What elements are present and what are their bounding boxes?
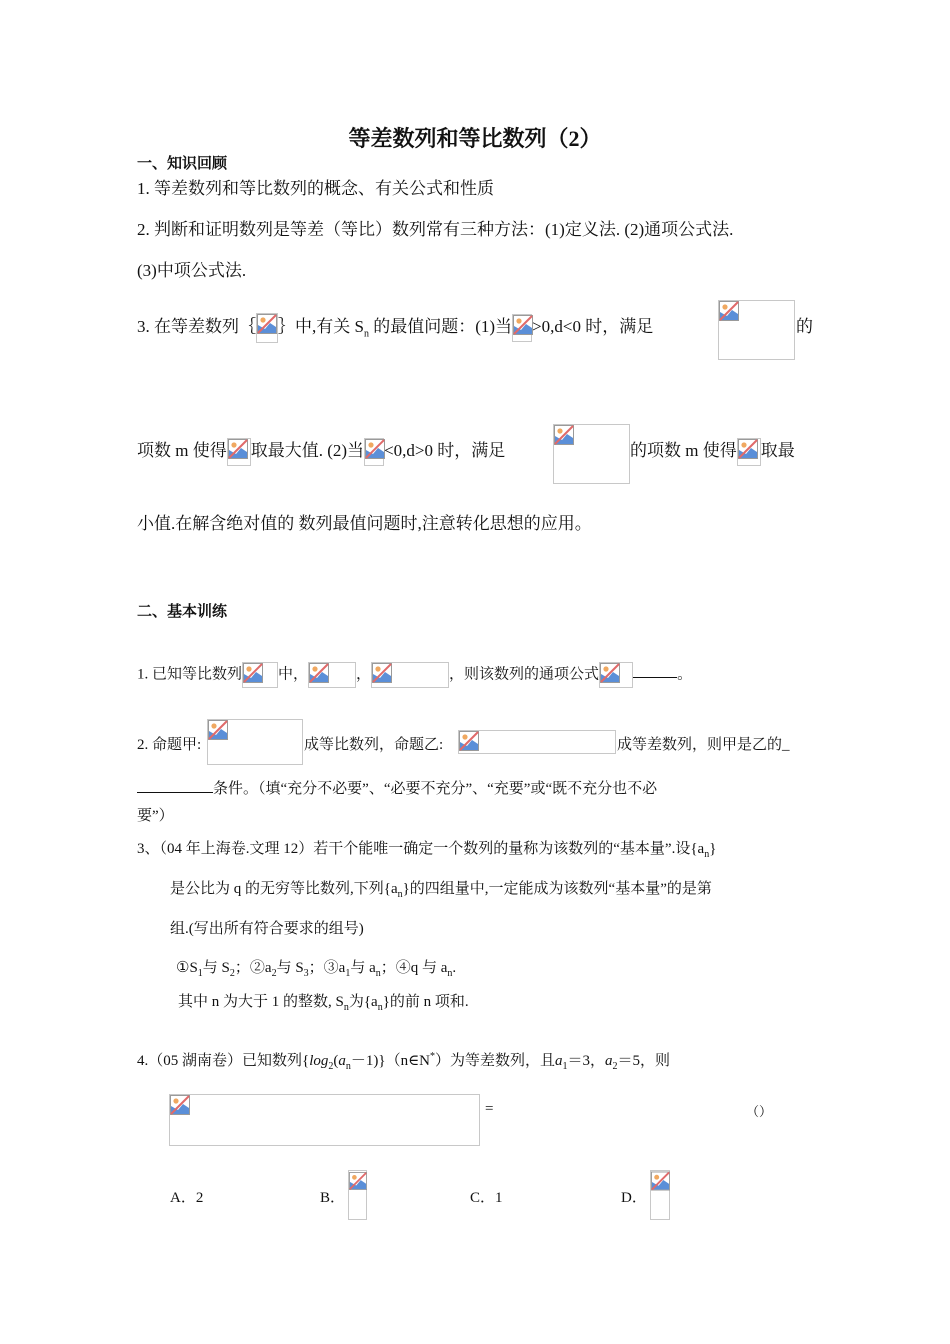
formula-image-icon [348, 1170, 367, 1220]
subscript: n [343, 1002, 349, 1013]
equals-sign: = [485, 1101, 494, 1117]
formula-image-icon [227, 438, 251, 466]
answer-paren: （） [746, 1104, 773, 1119]
text-run: }的四组量中,一定能成为该数列“基本量”的是第 [402, 881, 712, 897]
text-run: －1)}（n∈N [350, 1053, 431, 1069]
formula-image-icon [364, 438, 384, 466]
question-3-options [176, 956, 456, 979]
text-run: 与 a [350, 960, 376, 976]
text-run: 取最大值. (2)当 [250, 441, 365, 460]
subscript: n [363, 328, 369, 340]
subscript: n [704, 849, 710, 860]
formula-image-icon [256, 313, 278, 343]
text-run: 为{a [348, 994, 378, 1010]
text-run: 3、（04 年上海卷.文理 12）若干个能唯一确定一个数列的量称为该数列的“基本量”.设{a [137, 841, 705, 857]
formula-image-icon [207, 719, 303, 765]
text-run: ）为等差数列，且 [435, 1053, 556, 1069]
superscript: * [430, 1051, 436, 1062]
formula-image-icon [718, 300, 795, 360]
text-run: 条件。（填“充分不必要”、“必要不充分”、“充要”或“既不充分也不必 [213, 781, 658, 797]
formula-image-icon [650, 1170, 670, 1220]
question-3-line-3: 组.(写出所有符合要求的组号) [170, 921, 364, 937]
subscript: 1 [562, 1061, 568, 1072]
section-heading-training: 二、基本训练 [137, 604, 228, 620]
subscript: 2 [328, 1061, 334, 1072]
formula-image-icon [169, 1094, 480, 1146]
text-run: 。 [677, 666, 693, 683]
question-3-note [178, 990, 469, 1013]
text-run: 是公比为 q 的无穷等比数列,下列{a [170, 881, 398, 897]
choice-b: B． [320, 1190, 346, 1206]
question-4 [137, 1049, 670, 1072]
choice-a: A．2 [170, 1190, 204, 1206]
subscript: n [375, 968, 381, 979]
text-run: 中， [278, 666, 309, 683]
text-run: 项数 m 使得 [137, 441, 227, 460]
review-point-1: 1. 等差数列和等比数列的概念、有关公式和性质 [137, 179, 494, 198]
text-run: 成等比数列，命题乙: [304, 737, 444, 753]
subscript: 2 [271, 968, 277, 979]
formula-image-icon [371, 662, 449, 688]
review-point-2: 2. 判断和证明数列是等差（等比）数列常有三种方法：(1)定义法. (2)通项公式法. [137, 220, 734, 239]
question-3 [137, 837, 716, 860]
text-run: 3. 在等差数列｛ [137, 317, 256, 336]
text-run: ( [333, 1053, 339, 1069]
text-run: } [709, 841, 717, 857]
formula-image-icon [599, 662, 633, 688]
subscript: 3 [303, 968, 309, 979]
text-run: ；③a [308, 960, 346, 976]
formula-image-icon [737, 438, 761, 466]
formula-image-icon [553, 424, 630, 484]
text-run: ｝中,有关 S [278, 317, 364, 336]
text-run: >0,d<0 时，满足 [532, 317, 654, 336]
subscript: 2 [612, 1061, 618, 1072]
text-run: ＝3， [567, 1053, 606, 1069]
text-run: ＝5，则 [617, 1053, 671, 1069]
review-point-3-cont [137, 436, 505, 466]
review-point-2-cont: (3)中项公式法. [137, 261, 247, 280]
subscript: 1 [345, 968, 351, 979]
text-run: <0,d>0 时，满足 [384, 441, 506, 460]
text-run: 2. 命题甲: [137, 737, 202, 753]
formula-image-icon [458, 730, 616, 754]
review-point-3-cont-b [630, 436, 795, 466]
text-run: a [555, 1053, 563, 1069]
text-run: a [605, 1053, 613, 1069]
text-run: ①S [176, 960, 198, 976]
subscript: n [447, 968, 453, 979]
text-run: ；②a [234, 960, 272, 976]
question-3-line-2 [170, 877, 712, 900]
review-point-3 [137, 312, 653, 343]
subscript: n [397, 889, 403, 900]
subscript: n [377, 1002, 383, 1013]
choice-d: D． [621, 1190, 647, 1206]
formula-image-icon [242, 662, 278, 688]
section-heading-review: 一、知识回顾 [137, 156, 228, 172]
formula-image-icon [308, 662, 356, 688]
text-run: . [452, 960, 457, 976]
text-run: ；④q 与 a [380, 960, 448, 976]
text-run: 与 S [276, 960, 304, 976]
text-run: 的最值问题：(1)当 [368, 317, 513, 336]
text-run: ， [356, 666, 372, 683]
question-2-end: 要”） [137, 808, 174, 824]
question-1 [137, 662, 692, 688]
text-run: 的项数 m 使得 [630, 441, 737, 460]
formula-image-icon [512, 314, 532, 342]
text-run: 与 S [202, 960, 230, 976]
question-2-cont [137, 777, 657, 798]
text-run: 取最 [760, 441, 795, 460]
subscript: 2 [229, 968, 235, 979]
text-run: 4.（05 湖南卷）已知数列{ [137, 1053, 310, 1069]
page-title: 等差数列和等比数列（2） [348, 126, 602, 151]
text-run: 1. 已知等比数列 [137, 666, 243, 683]
text-run: ，则该数列的通项公式 [449, 666, 600, 683]
text-run: a [338, 1053, 346, 1069]
choice-c: C．1 [470, 1190, 503, 1206]
text-run: 其中 n 为大于 1 的整数, S [178, 994, 344, 1010]
answer-blank [633, 677, 677, 678]
text-run: log [309, 1053, 329, 1069]
review-point-3-end: 小值.在解含绝对值的 数列最值问题时,注意转化思想的应用。 [137, 514, 592, 533]
text-run: 的 [796, 317, 813, 336]
subscript: 1 [197, 968, 203, 979]
text-run: }的前 n 项和. [382, 994, 469, 1010]
subscript: n [345, 1061, 351, 1072]
answer-blank [137, 792, 213, 793]
text-run: 成等差数列，则甲是乙的_ [617, 737, 790, 753]
